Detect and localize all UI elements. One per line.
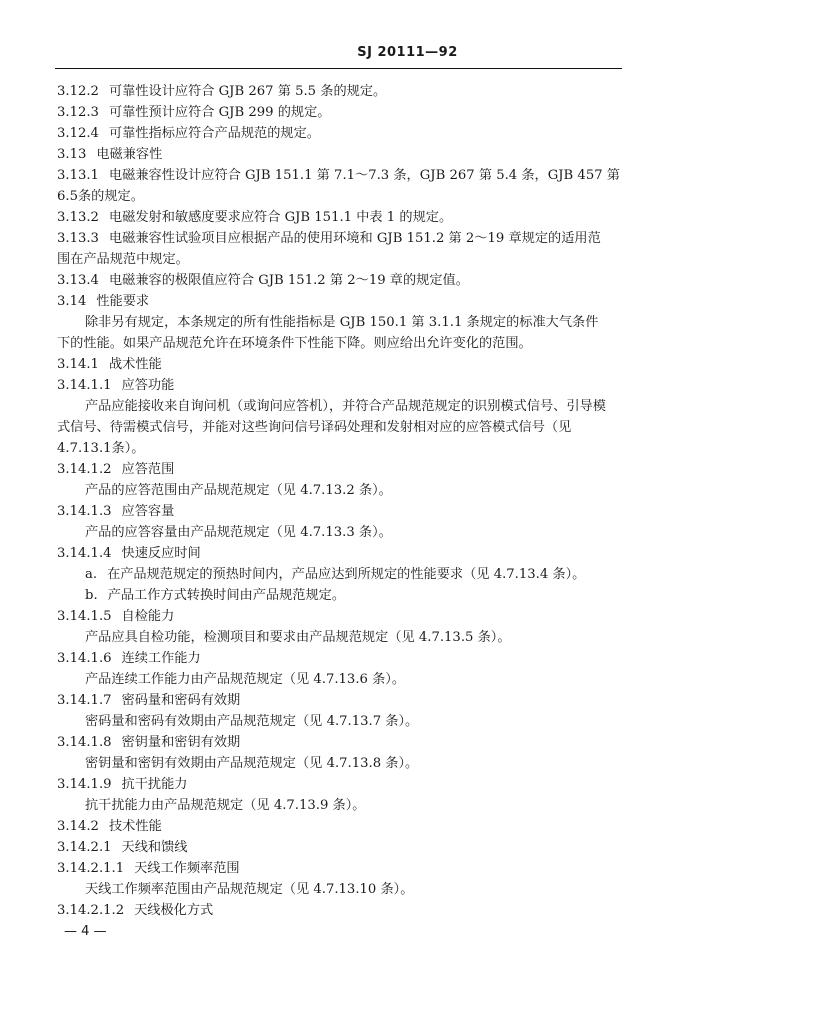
paragraph-line [85, 523, 392, 543]
clause-number: 3.14 [57, 294, 87, 309]
clause-number: 3.12.4 [57, 126, 99, 141]
clause-text: 密码量和密码有效期 [121, 693, 241, 708]
clause-text: 可靠性指标应符合产品规范的规定。 [108, 126, 320, 141]
clause-number: 3.13.2 [57, 210, 99, 225]
clause-line [57, 103, 330, 123]
clause-text: 技术性能 [108, 819, 162, 834]
clause-number: 3.14.1.2 [57, 462, 112, 477]
page-number: — 4 — [64, 924, 107, 939]
clause-text: 产品应能接收来自询问机（或询问应答机），并符合产品规范规定的识别模式信号、引导模 [85, 399, 606, 414]
clause-line [57, 733, 240, 753]
clause-text: 式信号、待需模式信号，并能对这些询问信号译码处理和发射相对应的应答模式信号（见 [57, 420, 572, 435]
clause-text: 战术性能 [108, 357, 162, 372]
paragraph-line [85, 481, 392, 501]
clause-line [57, 775, 187, 795]
clause-line [57, 271, 469, 291]
clause-text: 密码量和密码有效期由产品规范规定（见 4.7.13.7 条）。 [85, 714, 419, 729]
paragraph-line [85, 397, 606, 417]
clause-text: 应答容量 [121, 504, 175, 519]
clause-text: 电磁兼容性试验项目应根据产品的使用环境和 GJB 151.2 第 2～19 章规定的适用范 [108, 231, 601, 246]
clause-text: 天线和馈线 [121, 840, 188, 855]
list-marker: a. [85, 567, 98, 582]
paragraph-line [85, 712, 418, 732]
clause-line [57, 166, 620, 186]
continuation-line [57, 187, 144, 207]
clause-number: 3.14.2.1.2 [57, 903, 125, 918]
list-marker: b. [85, 588, 98, 603]
clause-number: 3.14.1.8 [57, 735, 112, 750]
clause-line [57, 460, 174, 480]
clause-text: 产品连续工作能力由产品规范规定（见 4.7.13.6 条）。 [85, 672, 406, 687]
clause-text: 自检能力 [121, 609, 175, 624]
clause-text: 电磁兼容的极限值应符合 GJB 151.2 第 2～19 章的规定值。 [108, 273, 469, 288]
section-heading [57, 292, 149, 312]
clause-text: 电磁发射和敏感度要求应符合 GJB 151.1 中表 1 的规定。 [108, 210, 453, 225]
clause-line [57, 376, 174, 396]
clause-line [57, 124, 320, 144]
clause-number: 3.12.2 [57, 84, 99, 99]
clause-line [57, 544, 201, 564]
clause-line [57, 502, 174, 522]
clause-text: 天线工作频率范围由产品规范规定（见 4.7.13.10 条）。 [85, 882, 414, 897]
clause-number: 3.14.1.7 [57, 693, 112, 708]
clause-number: 3.14.1.5 [57, 609, 112, 624]
paragraph-line [85, 313, 598, 333]
continuation-line [57, 439, 145, 459]
clause-line [57, 859, 240, 879]
clause-text: 在产品规范规定的预热时间内，产品应达到所规定的性能要求（见 4.7.13.4 条）。 [107, 567, 586, 582]
clause-number: 3.14.2 [57, 819, 99, 834]
clause-text: 电磁兼容性 [96, 147, 163, 162]
clause-line [57, 229, 601, 249]
clause-number: 3.13.1 [57, 168, 99, 183]
clause-text: 下的性能。如果产品规范允许在环境条件下性能下降。则应给出允许变化的范围。 [57, 336, 532, 351]
clause-text: 性能要求 [96, 294, 150, 309]
continuation-line [57, 418, 571, 438]
clause-text: 围在产品规范中规定。 [57, 252, 189, 267]
clause-text: 可靠性预计应符合 GJB 299 的规定。 [108, 105, 331, 120]
clause-text: 天线极化方式 [134, 903, 214, 918]
standard-code-header: SJ 20111—92 [357, 45, 458, 60]
clause-text: 产品的应答范围由产品规范规定（见 4.7.13.2 条）。 [85, 483, 392, 498]
clause-text: 应答范围 [121, 462, 175, 477]
clause-line [57, 649, 201, 669]
clause-number: 3.14.2.1.1 [57, 861, 125, 876]
header-divider [55, 68, 622, 69]
section-heading [57, 145, 162, 165]
clause-number: 3.14.1.6 [57, 651, 112, 666]
clause-line [57, 82, 386, 102]
clause-text: 6.5条的规定。 [57, 189, 144, 204]
clause-text: 产品工作方式转换时间由产品规范规定。 [107, 588, 346, 603]
continuation-line [57, 250, 189, 270]
continuation-line [57, 334, 532, 354]
clause-number: 3.13.3 [57, 231, 99, 246]
clause-text: 密钥量和密钥有效期由产品规范规定（见 4.7.13.8 条）。 [85, 756, 419, 771]
clause-text: 产品应具自检功能，检测项目和要求由产品规范规定（见 4.7.13.5 条）。 [85, 630, 511, 645]
clause-number: 3.13.4 [57, 273, 99, 288]
clause-text: 天线工作频率范围 [134, 861, 240, 876]
clause-line [57, 208, 452, 228]
clause-number: 3.12.3 [57, 105, 99, 120]
paragraph-line [85, 796, 366, 816]
clause-line [57, 838, 187, 858]
clause-text: 4.7.13.1条）。 [57, 441, 145, 456]
list-item [85, 586, 345, 606]
clause-text: 连续工作能力 [121, 651, 201, 666]
paragraph-line [85, 670, 405, 690]
clause-text: 除非另有规定，本条规定的所有性能指标是 GJB 150.1 第 3.1.1 条规定的标准大气条件 [85, 315, 599, 330]
clause-text: 产品的应答容量由产品规范规定（见 4.7.13.3 条）。 [85, 525, 392, 540]
clause-text: 密钥量和密钥有效期 [121, 735, 241, 750]
clause-number: 3.13 [57, 147, 87, 162]
clause-line [57, 607, 174, 627]
paragraph-line [85, 754, 418, 774]
clause-line [57, 691, 240, 711]
clause-line [57, 817, 162, 837]
clause-number: 3.14.2.1 [57, 840, 112, 855]
clause-text: 抗干扰能力由产品规范规定（见 4.7.13.9 条）。 [85, 798, 366, 813]
clause-text: 抗干扰能力 [121, 777, 188, 792]
clause-text: 可靠性设计应符合 GJB 267 第 5.5 条的规定。 [108, 84, 387, 99]
paragraph-line [85, 628, 511, 648]
clause-number: 3.14.1.3 [57, 504, 112, 519]
clause-number: 3.14.1.4 [57, 546, 112, 561]
clause-number: 3.14.1.1 [57, 378, 112, 393]
list-item [85, 565, 585, 585]
clause-text: 应答功能 [121, 378, 175, 393]
paragraph-line [85, 880, 413, 900]
clause-line [57, 901, 213, 921]
clause-text: 电磁兼容性设计应符合 GJB 151.1 第 7.1～7.3 条，GJB 267 第 5.4 条，GJB 457 第 [108, 168, 620, 183]
clause-text: 快速反应时间 [121, 546, 201, 561]
clause-number: 3.14.1.9 [57, 777, 112, 792]
clause-number: 3.14.1 [57, 357, 99, 372]
clause-line [57, 355, 162, 375]
